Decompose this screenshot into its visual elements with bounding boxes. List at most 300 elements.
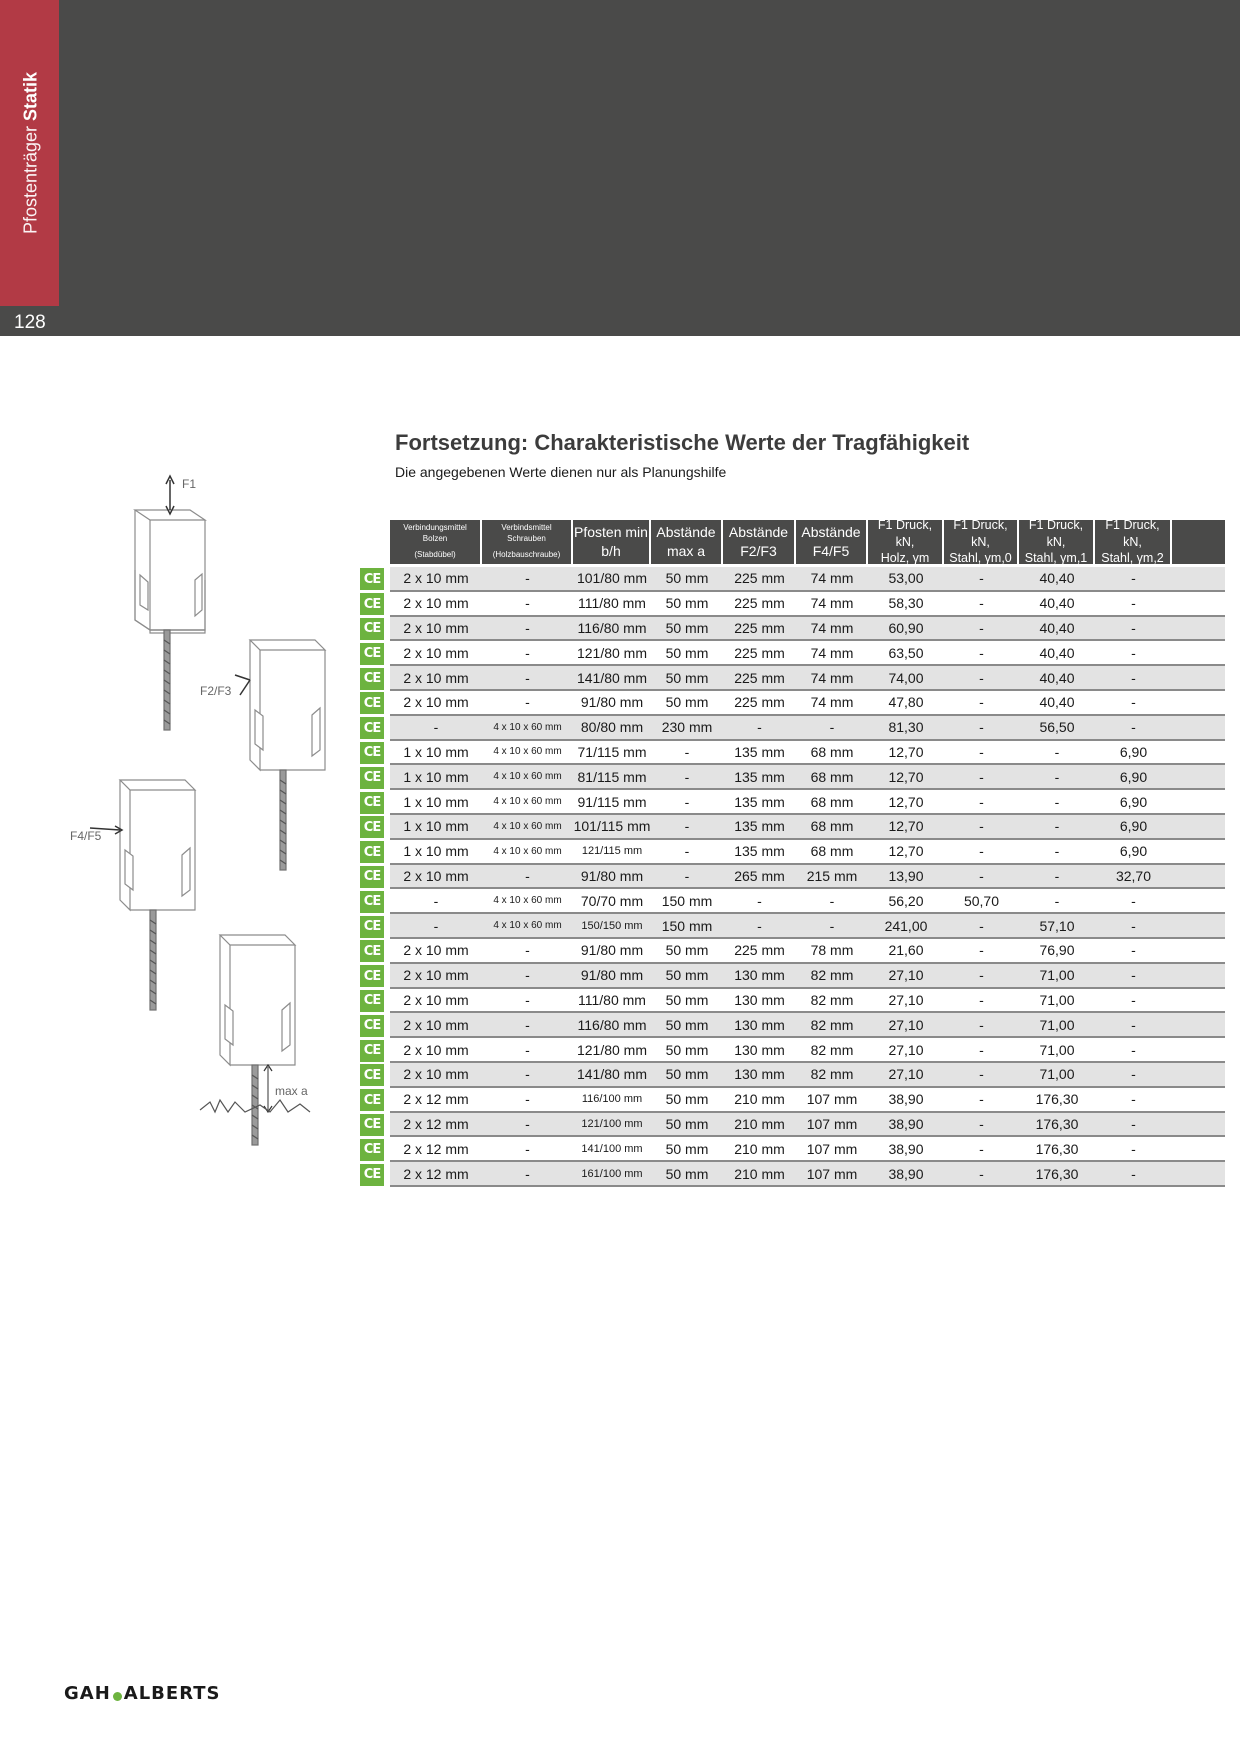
table-cell: 210 mm bbox=[734, 1165, 785, 1182]
table-cell: - bbox=[1131, 619, 1136, 636]
table-cell: 210 mm bbox=[734, 1115, 785, 1132]
table-row bbox=[360, 964, 1240, 989]
table-cell: 150 mm bbox=[661, 917, 713, 934]
table-row bbox=[360, 865, 1240, 890]
table-cell: 2 x 10 mm bbox=[403, 694, 469, 711]
table-cell: - bbox=[1054, 867, 1060, 884]
table-cell: 68 mm bbox=[810, 768, 854, 785]
table-cell: 53,00 bbox=[888, 570, 924, 587]
table-cell: 101/80 mm bbox=[576, 570, 648, 587]
column-header-line2: Holz, γm bbox=[880, 551, 930, 566]
table-cell: 50 mm bbox=[665, 942, 709, 959]
table-cell: 50 mm bbox=[665, 1091, 709, 1108]
table-cell: 50 mm bbox=[665, 1016, 709, 1033]
page-number: 128 bbox=[14, 312, 46, 333]
table-cell: 225 mm bbox=[734, 942, 785, 959]
table-cell: - bbox=[1131, 1066, 1136, 1083]
table-cell-filler bbox=[1172, 716, 1225, 739]
label-f1: F1 bbox=[182, 477, 197, 491]
column-header-line2: F2/F3 bbox=[740, 543, 777, 559]
table-cell: 12,70 bbox=[888, 768, 924, 785]
table-cell: 150 mm bbox=[661, 892, 713, 909]
column-header bbox=[723, 520, 796, 564]
brand-logo bbox=[64, 1683, 221, 1704]
table-cell: - bbox=[525, 967, 530, 984]
table-cell: 74 mm bbox=[810, 669, 854, 686]
table-cell: 71/115 mm bbox=[577, 743, 647, 760]
table-cell: 150/150 mm bbox=[581, 919, 643, 932]
table-cell: 176,30 bbox=[1035, 1091, 1079, 1108]
table-cell: 111/80 mm bbox=[578, 991, 646, 1008]
table-cell: 241,00 bbox=[884, 917, 928, 934]
ce-mark-icon: CE bbox=[360, 1015, 384, 1037]
table-cell-filler bbox=[1172, 1113, 1225, 1136]
column-header bbox=[944, 517, 1019, 566]
ce-mark-icon: CE bbox=[360, 767, 384, 789]
table-cell-filler bbox=[1172, 1063, 1225, 1086]
column-header bbox=[651, 520, 723, 564]
column-header-line1: Verbindsmittel Schrauben bbox=[501, 522, 552, 543]
table-cell: - bbox=[829, 719, 835, 736]
table-cell: - bbox=[1131, 570, 1136, 587]
table-cell: - bbox=[525, 1041, 530, 1058]
table-row bbox=[360, 666, 1240, 691]
table-row bbox=[360, 617, 1240, 642]
column-header-filler bbox=[1172, 520, 1225, 564]
table-cell: - bbox=[979, 768, 984, 785]
table-row bbox=[360, 939, 1240, 964]
table-header bbox=[390, 517, 1225, 566]
logo-text-right: ALBERTS bbox=[123, 1683, 221, 1704]
table-row bbox=[360, 716, 1240, 741]
table-cell: 82 mm bbox=[810, 991, 854, 1008]
post-support-illustration bbox=[60, 470, 340, 1150]
logo-dot bbox=[113, 1692, 122, 1701]
ce-mark-icon: CE bbox=[360, 816, 384, 838]
table-cell: - bbox=[1131, 1016, 1136, 1033]
table-cell: 210 mm bbox=[734, 1140, 785, 1157]
table-cell: 2 x 10 mm bbox=[403, 669, 469, 686]
column-header bbox=[1095, 517, 1172, 566]
table-cell: - bbox=[979, 1140, 984, 1157]
table-cell-filler bbox=[1172, 964, 1225, 987]
table-cell: 176,30 bbox=[1035, 1165, 1079, 1182]
table-cell: - bbox=[1131, 595, 1136, 612]
table-cell: 2 x 12 mm bbox=[403, 1091, 469, 1108]
table-cell: - bbox=[1131, 892, 1136, 909]
table-cell: 176,30 bbox=[1035, 1115, 1079, 1132]
table-cell: 130 mm bbox=[734, 1016, 785, 1033]
column-header bbox=[868, 517, 944, 566]
table-cell: 215 mm bbox=[806, 867, 858, 884]
table-cell: 71,00 bbox=[1039, 967, 1075, 984]
ce-mark-icon: CE bbox=[360, 618, 384, 640]
column-header bbox=[573, 520, 651, 564]
table-cell: 2 x 12 mm bbox=[403, 1115, 469, 1132]
table-cell: 141/80 mm bbox=[576, 669, 648, 686]
table-cell: - bbox=[525, 1016, 530, 1033]
table-cell: - bbox=[525, 1165, 530, 1182]
table-cell: 81,30 bbox=[888, 719, 924, 736]
table-cell: 2 x 12 mm bbox=[403, 1165, 469, 1182]
table-cell-filler bbox=[1172, 641, 1225, 664]
table-cell: 74 mm bbox=[810, 644, 854, 661]
table-cell: 2 x 10 mm bbox=[403, 1041, 469, 1058]
table-cell: - bbox=[1131, 1115, 1136, 1132]
table-row bbox=[360, 1113, 1240, 1138]
column-header-line1: F1 Druck, kN, bbox=[953, 517, 1008, 549]
table-cell: 68 mm bbox=[810, 793, 854, 810]
table-cell: 91/80 mm bbox=[580, 967, 644, 984]
table-cell: 1 x 10 mm bbox=[403, 793, 469, 810]
table-cell-filler bbox=[1172, 691, 1225, 714]
table-cell-filler bbox=[1172, 815, 1225, 838]
table-cell: - bbox=[433, 917, 439, 934]
label-f4f5: F4/F5 bbox=[70, 829, 102, 843]
column-header-line2: Stahl, γm,0 bbox=[949, 551, 1012, 566]
support-unit-right bbox=[200, 640, 325, 870]
table-cell-filler bbox=[1172, 765, 1225, 788]
table-row bbox=[360, 1038, 1240, 1063]
table-cell: 176,30 bbox=[1035, 1140, 1079, 1157]
table-cell-filler bbox=[1172, 989, 1225, 1012]
label-max-a: max a bbox=[275, 1084, 308, 1098]
table-row bbox=[360, 1162, 1240, 1187]
ce-mark-icon: CE bbox=[360, 841, 384, 863]
table-cell: 74,00 bbox=[888, 669, 924, 686]
table-cell: 81/115 mm bbox=[577, 768, 647, 785]
table-cell: 70/70 mm bbox=[580, 892, 644, 909]
table-cell: 12,70 bbox=[888, 743, 924, 760]
table-cell: - bbox=[979, 743, 984, 760]
table-cell: 71,00 bbox=[1039, 1041, 1075, 1058]
table-cell: - bbox=[525, 1066, 530, 1083]
table-cell: 27,10 bbox=[888, 991, 924, 1008]
table-cell: 210 mm bbox=[734, 1091, 785, 1108]
table-cell: 4 x 10 x 60 mm bbox=[493, 845, 562, 857]
table-cell: - bbox=[979, 719, 984, 736]
table-cell: - bbox=[1054, 793, 1060, 810]
table-cell: 4 x 10 x 60 mm bbox=[493, 796, 562, 808]
table-cell: 225 mm bbox=[734, 644, 785, 661]
ce-mark-icon: CE bbox=[360, 916, 384, 938]
table-cell: 12,70 bbox=[888, 818, 924, 835]
column-header bbox=[1019, 517, 1095, 566]
table-cell-filler bbox=[1172, 567, 1225, 590]
table-cell: 135 mm bbox=[734, 768, 785, 785]
column-header-line1: F1 Druck, kN, bbox=[1028, 517, 1084, 549]
table-cell: 4 x 10 x 60 mm bbox=[493, 920, 562, 932]
support-unit-top bbox=[135, 476, 205, 730]
table-cell: 82 mm bbox=[810, 967, 854, 984]
table-cell: 40,40 bbox=[1039, 619, 1075, 636]
table-cell: - bbox=[1131, 991, 1136, 1008]
table-cell: 225 mm bbox=[734, 619, 785, 636]
table-cell: - bbox=[757, 892, 762, 909]
table-cell: 38,90 bbox=[888, 1140, 924, 1157]
ce-mark-icon: CE bbox=[360, 1114, 384, 1136]
table-cell: 74 mm bbox=[810, 619, 854, 636]
table-cell: - bbox=[979, 843, 984, 860]
table-cell: 2 x 12 mm bbox=[403, 1140, 469, 1157]
table-cell: - bbox=[979, 818, 984, 835]
ce-mark-icon: CE bbox=[360, 1164, 384, 1186]
table-cell: 4 x 10 x 60 mm bbox=[493, 771, 562, 783]
table-row bbox=[360, 815, 1240, 840]
table-cell: 68 mm bbox=[810, 818, 854, 835]
table-cell: 56,50 bbox=[1039, 719, 1075, 736]
table-cell: - bbox=[979, 793, 984, 810]
table-row bbox=[360, 1088, 1240, 1113]
table-cell: 2 x 10 mm bbox=[403, 942, 469, 959]
table-cell: 2 x 10 mm bbox=[403, 867, 469, 884]
column-header bbox=[796, 520, 868, 564]
table-cell: 74 mm bbox=[810, 694, 854, 711]
table-cell: 1 x 10 mm bbox=[403, 818, 469, 835]
table-cell: - bbox=[979, 991, 984, 1008]
table-cell: 161/100 mm bbox=[581, 1167, 643, 1180]
table-cell: 50 mm bbox=[665, 991, 709, 1008]
table-cell: 1 x 10 mm bbox=[403, 743, 469, 760]
table-cell: - bbox=[1131, 669, 1136, 686]
table-cell: 40,40 bbox=[1039, 595, 1075, 612]
column-header-line2: (Holzbauschraube) bbox=[492, 550, 561, 560]
table-cell: 68 mm bbox=[810, 843, 854, 860]
table-cell-filler bbox=[1172, 1013, 1225, 1036]
table-cell: 12,70 bbox=[888, 793, 924, 810]
table-cell: 121/80 mm bbox=[576, 644, 648, 661]
table-cell: 38,90 bbox=[888, 1115, 924, 1132]
table-cell: 56,20 bbox=[888, 892, 924, 909]
table-cell: 27,10 bbox=[888, 967, 924, 984]
ce-mark-icon: CE bbox=[360, 1064, 384, 1086]
table-cell: - bbox=[979, 669, 984, 686]
table-cell: - bbox=[979, 1066, 984, 1083]
table-cell: - bbox=[979, 1091, 984, 1108]
table-cell: 27,10 bbox=[888, 1041, 924, 1058]
column-header bbox=[482, 520, 573, 564]
table-cell: - bbox=[1131, 1140, 1136, 1157]
table-cell: 2 x 10 mm bbox=[403, 1016, 469, 1033]
table-cell: 265 mm bbox=[734, 867, 785, 884]
table-cell: 50 mm bbox=[665, 669, 709, 686]
table-cell: - bbox=[979, 942, 984, 959]
table-cell-filler bbox=[1172, 1137, 1225, 1160]
column-header-line2: Stahl, γm,2 bbox=[1101, 551, 1164, 566]
ce-mark-icon: CE bbox=[360, 792, 384, 814]
table-cell: 225 mm bbox=[734, 694, 785, 711]
table-cell: - bbox=[979, 917, 984, 934]
ce-mark-icon: CE bbox=[360, 940, 384, 962]
table-cell: 40,40 bbox=[1039, 669, 1075, 686]
table-cell: - bbox=[525, 867, 530, 884]
table-cell: - bbox=[525, 694, 530, 711]
table-cell: - bbox=[829, 917, 835, 934]
table-row bbox=[360, 790, 1240, 815]
table-cell: 74 mm bbox=[810, 595, 854, 612]
table-cell: 116/100 mm bbox=[581, 1093, 643, 1106]
table-cell: 58,30 bbox=[888, 595, 924, 612]
ce-mark-icon: CE bbox=[360, 1139, 384, 1161]
table-row bbox=[360, 989, 1240, 1014]
support-unit-left bbox=[70, 780, 195, 1010]
table-cell: - bbox=[525, 644, 530, 661]
table-cell: 40,40 bbox=[1039, 644, 1075, 661]
table-cell: 4 x 10 x 60 mm bbox=[493, 895, 562, 907]
table-cell-filler bbox=[1172, 889, 1225, 912]
table-cell: - bbox=[1131, 1091, 1136, 1108]
table-cell: 32,70 bbox=[1115, 867, 1152, 884]
table-cell: 6,90 bbox=[1119, 743, 1148, 760]
table-cell: 2 x 10 mm bbox=[403, 991, 469, 1008]
table-cell: - bbox=[979, 595, 984, 612]
table-cell: 71,00 bbox=[1039, 991, 1075, 1008]
table-row bbox=[360, 840, 1240, 865]
table-cell: 2 x 10 mm bbox=[403, 644, 469, 661]
column-header-line2: (Stabdübel) bbox=[414, 550, 456, 560]
table-cell: - bbox=[979, 967, 984, 984]
ce-mark-icon: CE bbox=[360, 742, 384, 764]
table-cell: 13,90 bbox=[888, 867, 924, 884]
table-cell: 82 mm bbox=[810, 1041, 854, 1058]
table-cell: - bbox=[757, 719, 762, 736]
table-cell: - bbox=[1131, 967, 1136, 984]
column-header-line1: F1 Druck, kN, bbox=[877, 517, 933, 549]
table-cell: 107 mm bbox=[806, 1091, 858, 1108]
table-cell: 50 mm bbox=[665, 595, 709, 612]
table-row bbox=[360, 1013, 1240, 1038]
ce-mark-icon: CE bbox=[360, 990, 384, 1012]
table-cell: 6,90 bbox=[1119, 768, 1148, 785]
table-cell-filler bbox=[1172, 790, 1225, 813]
table-cell: 38,90 bbox=[888, 1165, 924, 1182]
table-cell: 71,00 bbox=[1039, 1066, 1075, 1083]
chapter-label-light: Pfostenträger bbox=[20, 125, 41, 235]
table-cell: - bbox=[829, 892, 835, 909]
table-cell: 50 mm bbox=[665, 1066, 709, 1083]
table-cell: 27,10 bbox=[888, 1066, 924, 1083]
table-cell-filler bbox=[1172, 617, 1225, 640]
column-header-line1: F1 Druck, kN, bbox=[1105, 517, 1160, 549]
ce-mark-icon: CE bbox=[360, 891, 384, 913]
table-cell: 50 mm bbox=[665, 1140, 709, 1157]
table-row bbox=[360, 889, 1240, 914]
table-cell: 1 x 10 mm bbox=[403, 843, 469, 860]
table-cell: - bbox=[757, 917, 762, 934]
table-cell: 6,90 bbox=[1119, 843, 1148, 860]
table-cell: 6,90 bbox=[1119, 793, 1148, 810]
table-cell: - bbox=[1131, 644, 1136, 661]
table-cell: - bbox=[1054, 892, 1060, 909]
table-cell: - bbox=[684, 768, 690, 785]
table-cell: 225 mm bbox=[734, 669, 785, 686]
table-cell: 121/115 mm bbox=[581, 845, 643, 858]
table-cell: 135 mm bbox=[734, 793, 785, 810]
table-cell: - bbox=[1131, 719, 1136, 736]
table-cell: 91/80 mm bbox=[580, 867, 644, 884]
table-cell-filler bbox=[1172, 939, 1225, 962]
table-cell: 50 mm bbox=[665, 1041, 709, 1058]
table-cell: - bbox=[1131, 917, 1136, 934]
table-cell: - bbox=[979, 1165, 984, 1182]
table-cell: 230 mm bbox=[661, 719, 713, 736]
table-cell: - bbox=[979, 570, 984, 587]
table-cell: 21,60 bbox=[888, 942, 924, 959]
ce-mark-icon: CE bbox=[360, 593, 384, 615]
table-row bbox=[360, 1137, 1240, 1162]
column-header-line1: Abstände bbox=[801, 524, 861, 541]
table-cell: - bbox=[684, 743, 690, 760]
ce-mark-icon: CE bbox=[360, 692, 384, 714]
ce-mark-icon: CE bbox=[360, 643, 384, 665]
table-row bbox=[360, 914, 1240, 939]
table-cell: 76,90 bbox=[1039, 942, 1075, 959]
table-cell: 121/80 mm bbox=[576, 1041, 648, 1058]
table-cell: 27,10 bbox=[888, 1016, 924, 1033]
column-header-line1: Abstände bbox=[656, 524, 716, 541]
table-cell: - bbox=[979, 1016, 984, 1033]
table-cell-filler bbox=[1172, 914, 1225, 937]
table-cell: 82 mm bbox=[810, 1016, 854, 1033]
table-cell: 135 mm bbox=[734, 843, 785, 860]
table-cell: - bbox=[979, 1041, 984, 1058]
table-cell-filler bbox=[1172, 1088, 1225, 1111]
table-cell: 107 mm bbox=[806, 1115, 858, 1132]
ce-mark-icon: CE bbox=[360, 568, 384, 590]
table-cell: - bbox=[525, 942, 530, 959]
column-header-line2: max a bbox=[666, 543, 706, 559]
table-cell: 107 mm bbox=[806, 1140, 858, 1157]
table-cell: - bbox=[525, 619, 530, 636]
table-row bbox=[360, 691, 1240, 716]
chapter-label bbox=[21, 72, 42, 234]
table-cell: 130 mm bbox=[734, 1066, 785, 1083]
table-cell: 12,70 bbox=[888, 843, 924, 860]
table-cell: 107 mm bbox=[806, 1165, 858, 1182]
table-cell-filler bbox=[1172, 741, 1225, 764]
table-cell: 47,80 bbox=[888, 694, 924, 711]
ce-mark-icon: CE bbox=[360, 866, 384, 888]
table-cell-filler bbox=[1172, 1038, 1225, 1061]
label-f2f3: F2/F3 bbox=[200, 684, 232, 698]
table-row bbox=[360, 741, 1240, 766]
table-cell: - bbox=[1054, 843, 1060, 860]
table-cell: - bbox=[525, 595, 530, 612]
table-cell: - bbox=[1054, 818, 1060, 835]
table-body bbox=[360, 567, 1240, 1187]
table-cell: - bbox=[525, 991, 530, 1008]
table-cell: 78 mm bbox=[810, 942, 854, 959]
chapter-label-bold: Statik bbox=[20, 71, 41, 121]
logo-text-left: GAH bbox=[64, 1683, 111, 1704]
table-cell: 50,70 bbox=[963, 892, 1000, 909]
table-cell: - bbox=[525, 1115, 530, 1132]
table-cell: - bbox=[1131, 694, 1136, 711]
table-cell-filler bbox=[1172, 1162, 1225, 1185]
table-cell: 135 mm bbox=[734, 743, 785, 760]
table-cell: 50 mm bbox=[665, 570, 709, 587]
ce-mark-icon: CE bbox=[360, 1089, 384, 1111]
table-cell: 63,50 bbox=[888, 644, 924, 661]
chapter-tab bbox=[0, 0, 59, 306]
table-cell: 1 x 10 mm bbox=[403, 768, 469, 785]
table-cell: - bbox=[979, 619, 984, 636]
page-subtitle: Die angegebenen Werte dienen nur als Planungshilfe bbox=[395, 464, 727, 480]
table-cell: 4 x 10 x 60 mm bbox=[493, 721, 562, 733]
table-cell: 50 mm bbox=[665, 1115, 709, 1132]
table-cell: 50 mm bbox=[665, 619, 709, 636]
table-cell: 60,90 bbox=[888, 619, 924, 636]
